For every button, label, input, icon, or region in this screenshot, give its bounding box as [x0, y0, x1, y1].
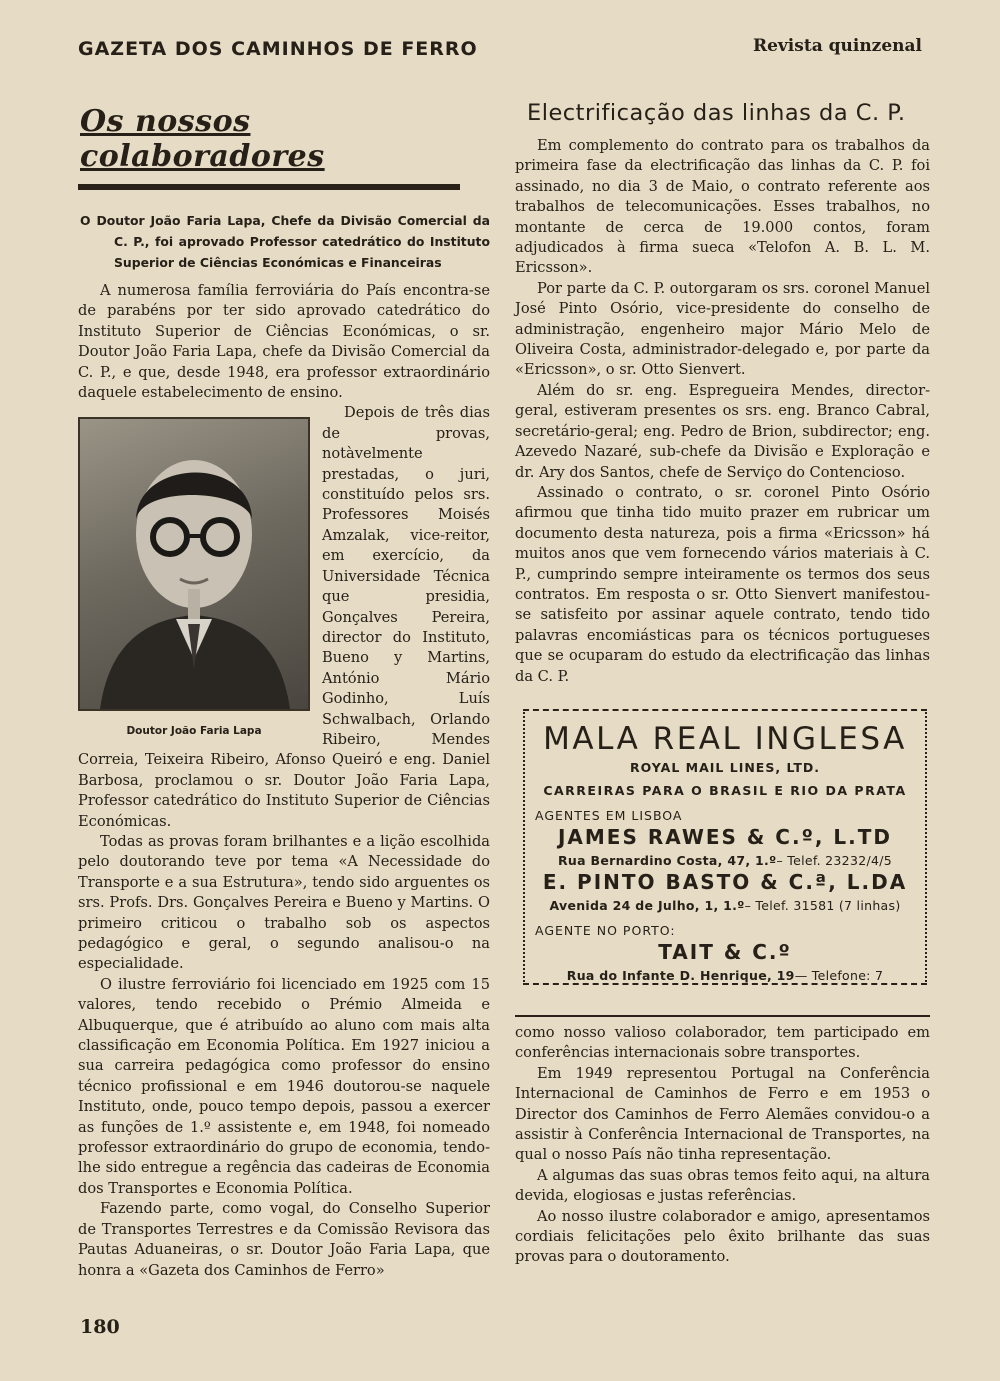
section-title: Os nossos colaboradores [80, 104, 325, 174]
ad-address-2-phone: – Telef. 31581 (7 linhas) [744, 897, 901, 913]
magazine-title: GAZETA DOS CAMINHOS DE FERRO [78, 38, 478, 60]
article-paragraph: Fazendo parte, como vogal, do Conselho Superior de Transportes Terrestres e da Comissão Revisora das Pautas Aduaneiras, o sr. Doutor João Faria Lapa, que honra a «Gazeta dos Caminhos de Ferro» [78, 1200, 490, 1279]
article-paragraph: Todas as provas foram brilhantes e a lição escolhida pelo doutorando teve por tema «A Necessidade do Transporte e a sua Estrutura», tendo sido arguentes os srs. Profs. Drs. Gonçalves Pereira e Bueno y Martins. O primeiro criticou o trabalho sob os aspectos pedagógico e geral, o segundo analisou-o na especialidade. [78, 832, 490, 973]
article-paragraph: A numerosa família ferroviária do País encontra-se de parabéns por ter sido aprovado catedrático do Instituto Superior de Ciências Económicas, o sr. Doutor João Faria Lapa, chefe da Divisão Comercial da C. P., e que, desde 1948, era professor extraordinário daquele estabelecimento de ensino. [78, 282, 490, 402]
article-paragraph: Depois de três dias de provas, notàvelmente prestadas, o juri, constituído pelos srs. Professores Moisés Amzalak, vice-reitor, em exercício, da Universidade Técnica que presidia, Gonçalves Pereira, director do Instituto, Bueno y Martins, António Mário Godinho, Luís Schwalbach, Orlando Ribeiro, Mendes Correia, Teixeira Ribeiro, Afonso Queiró e eng. Daniel Barbosa, proclamou o sr. Doutor João Faria Lapa, Professor catedrático do Instituto Superior de Ciências Económicas. [78, 404, 490, 830]
ad-address-2-street: Avenida 24 de Julho, 1, 1.º [549, 897, 745, 913]
ad-routes: CARREIRAS PARA O BRASIL E RIO DA PRATA [543, 782, 907, 798]
article-paragraph: Além do sr. eng. Espregueira Mendes, director-geral, estiveram presentes os srs. eng. Branco Cabral, secretário-geral; eng. Pedro de Brion, subdirector; eng. Azevedo Nazaré, sub-chefe da Divisão e Exploração e dr. Ary dos Santos, chefe de Serviço do Contencioso. [515, 381, 930, 481]
article-paragraph: Por parte da C. P. outorgaram os srs. coronel Manuel José Pinto Osório, vice-presidente do conselho de administração, engenheiro major Mário Melo de Oliveira Costa, administrador-delegado e, por parte da «Ericsson», o sr. Otto Sienvert. [515, 279, 930, 379]
portrait-image [80, 419, 308, 709]
article-paragraph: Ao nosso ilustre colaborador e amigo, apresentamos cordiais felicitações pelo êxito brilhante das suas provas para o doutoramento. [515, 1207, 930, 1266]
article-paragraph: Assinado o contrato, o sr. coronel Pinto Osório afirmou que tinha tido muito prazer em rubricar um documento desta natureza, pois a firma «Ericsson» há muitos anos que vem fornecendo vários materiais à C. P., cumprindo sempre inteiramente os termos dos seus contratos. Em resposta o sr. Otto Sienvert manifestou-se satisfeito por assinar aquele contrato, tendo tido palavras encomiásticas para os técnicos portugueses que se ocuparam do estudo da electrificação das linhas da C. P. [515, 483, 930, 685]
ad-address-3-street: Rua do Infante D. Henrique, 19 [566, 967, 795, 983]
ad-title: MALA REAL INGLESA [543, 720, 907, 757]
magazine-subtitle: Revista quinzenal [752, 36, 922, 56]
ad-address-1-phone: – Telef. 23232/4/5 [776, 852, 892, 868]
ad-address-1-street: Rua Bernardino Costa, 47, 1.º [558, 852, 777, 868]
article-paragraph: Em 1949 representou Portugal na Conferência Internacional de Caminhos de Ferro e em 1953 o Director dos Caminhos de Ferro Alemães convidou-o a assistir à Conferência Internacional de Transportes, na qual o nosso País não tinha representação. [515, 1064, 930, 1164]
right-article-title: Electrificação das linhas da C. P. [527, 100, 906, 126]
title-rule [78, 184, 460, 190]
left-column [78, 100, 490, 1281]
ad-agent-3: TAIT & C.º [658, 939, 792, 964]
article-paragraph: como nosso valioso colaborador, tem participado em conferências internacionais sobre transportes. [515, 1023, 930, 1062]
column-divider [515, 1015, 930, 1017]
advertisement-box [523, 709, 927, 985]
ad-agent-1: JAMES RAWES & C.º, L.TD [557, 824, 893, 849]
article-paragraph: A algumas das suas obras temos feito aqui, na altura devida, elogiosas e justas referências. [515, 1166, 930, 1205]
ad-address-3-phone: — Telefone: 7 [794, 967, 884, 983]
ad-agent-2: E. PINTO BASTO & C.ª, L.DA [542, 869, 908, 894]
article-subtitle: O Doutor João Faria Lapa, Chefe da Divisão Comercial da C. P., foi aprovado Professor catedrático do Instituto Superior de Ciências Económicas e Financeiras [80, 213, 490, 270]
portrait-photo [78, 417, 310, 711]
continuation-section [515, 1015, 930, 1268]
ad-label-porto: AGENTE NO PORTO: [535, 922, 676, 938]
ad-address-3 [525, 968, 925, 983]
right-column [515, 100, 930, 1268]
ad-label-lisboa: AGENTES EM LISBOA [535, 807, 683, 823]
portrait-figure [78, 417, 310, 737]
article-paragraph: O ilustre ferroviário foi licenciado em 1925 com 15 valores, tendo recebido o Prémio Almeida e Albuquerque, que é atribuído ao aluno com mais alta classificação em Economia Política. Em 1927 iniciou a sua carreira pedagógica como professor do ensino técnico profissional e em 1946 doutorou-se naquele Instituto, onde, pouco tempo depois, passou a exercer as funções de 1.º assistente e, em 1948, foi nomeado professor extraordinário do grupo de economia, tendo-lhe sido entregue a regência das cadeiras de Economia dos Transportes e Economia Política. [78, 975, 490, 1197]
ad-subtitle: ROYAL MAIL LINES, LTD. [630, 759, 820, 775]
ad-address-2 [525, 898, 925, 913]
article-paragraph: Em complemento do contrato para os trabalhos da primeira fase da electrificação das linhas da C. P. foi assinado, no dia 3 de Maio, o contrato referente aos trabalhos de telecomunicações. Esses trabalhos, no montante de cerca de 19.000 contos, foram adjudicados à firma sueca «Telofon A. B. L. M. Ericsson». [515, 137, 930, 277]
ad-address-1 [525, 853, 925, 868]
photo-caption: Doutor João Faria Lapa [126, 725, 262, 738]
page-number: 180 [80, 1316, 120, 1338]
